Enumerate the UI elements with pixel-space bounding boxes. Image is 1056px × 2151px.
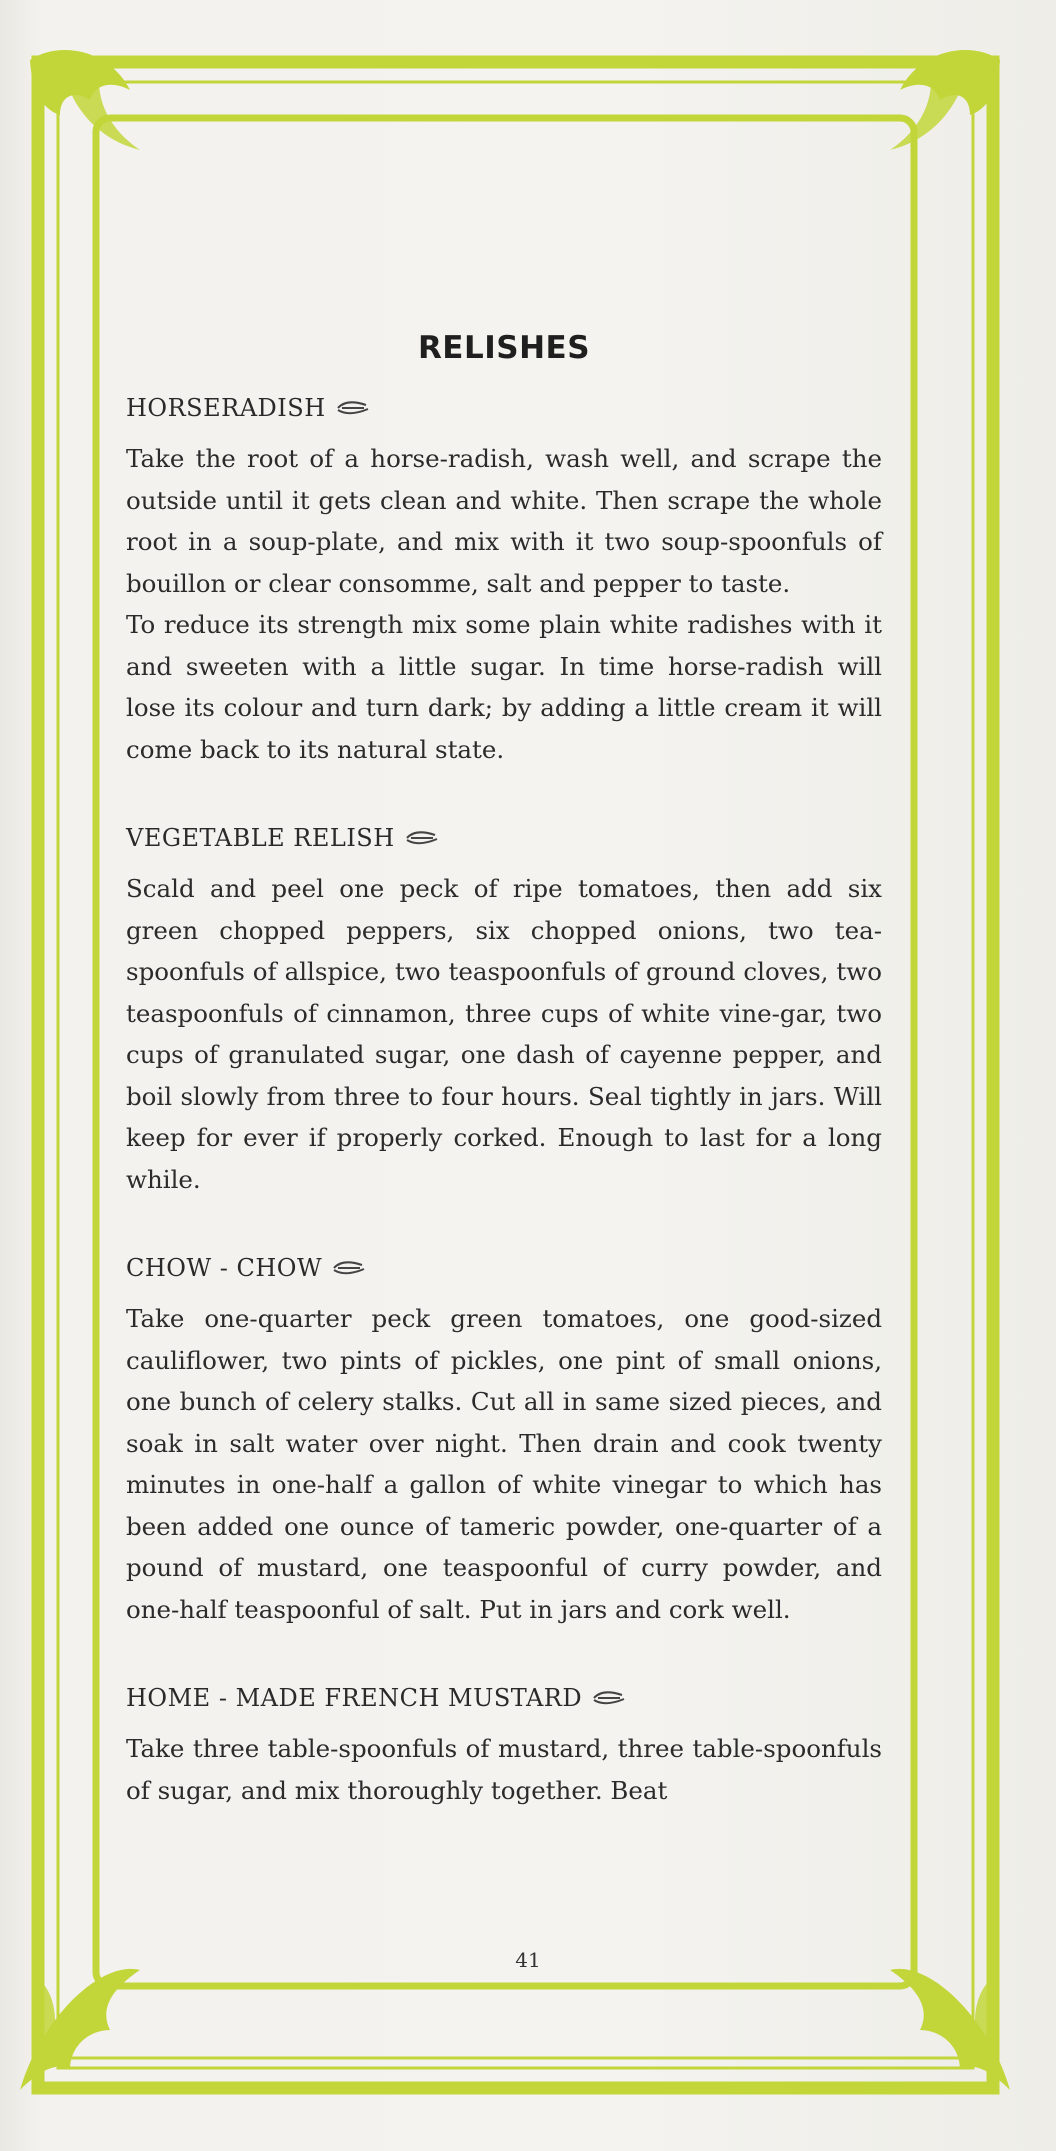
recipe-paragraph: Take one-quarter peck green tomatoes, one good-sized cauliflower, two pints of pickles, one pint of small onions, one bunch of celery stalks. Cut all in same sized pieces, and soak in salt water over night. Then drain and cook twenty minutes in one-half a gallon of white vinegar to which has been added one ounce of tameric powder, one-quarter of a pound of mustard, one teaspoonful of curry powder, and one-half teaspoonful of salt. Put in jars and cork well. [126,1304,882,1624]
recipe-heading [126,1254,882,1282]
recipe-vegetable-relish [126,824,882,1200]
page-number: 41 [515,1948,541,1972]
recipe-paragraph: Scald and peel one peck of ripe tomatoes, then add six green chopped peppers, six chopped onions, two tea-spoonfuls of allspice, two teaspoonfuls of ground cloves, two teaspoonfuls of cinnamon, three cups of white vine-gar, two cups of granulated sugar, one dash of cayenne pepper, and boil slowly from three to four hours. Seal tightly in jars. Will keep for ever if properly corked. Enough to last for a long while. [126,874,882,1194]
leaf-ornament-icon [592,1689,626,1707]
recipe-heading [126,394,882,422]
recipe-chow-chow [126,1254,882,1630]
recipe-french-mustard [126,1684,882,1811]
leaf-ornament-icon [336,399,370,417]
recipe-paragraph: Take the root of a horse-radish, wash well, and scrape the outside until it gets clean and white. Then scrape the whole root in a soup-plate, and mix with it two soup-spoonfuls of bouillon or clear consomme, salt and pepper to taste. [126,444,882,598]
recipe-heading [126,1684,882,1712]
recipe-heading-text: HOME - MADE FRENCH MUSTARD [126,1684,583,1712]
page-title: RELISHES [417,330,591,366]
recipe-paragraph: Take three table-spoonfuls of mustard, three table-spoonfuls of sugar, and mix thoroughly together. Beat [126,1734,882,1805]
recipe-heading-text: CHOW - CHOW [126,1254,323,1282]
recipe-heading-text: VEGETABLE RELISH [126,824,395,852]
recipe-paragraph: To reduce its strength mix some plain white radishes with it and sweeten with a little sugar. In time horse-radish will lose its colour and turn dark; by adding a little cream it will come back to its natural state. [126,610,882,764]
leaf-ornament-icon [405,829,439,847]
recipe-heading [126,824,882,852]
leaf-ornament-icon [332,1259,366,1277]
recipe-horseradish [126,394,882,770]
recipe-heading-text: HORSERADISH [126,394,326,422]
page-content [126,330,882,1865]
